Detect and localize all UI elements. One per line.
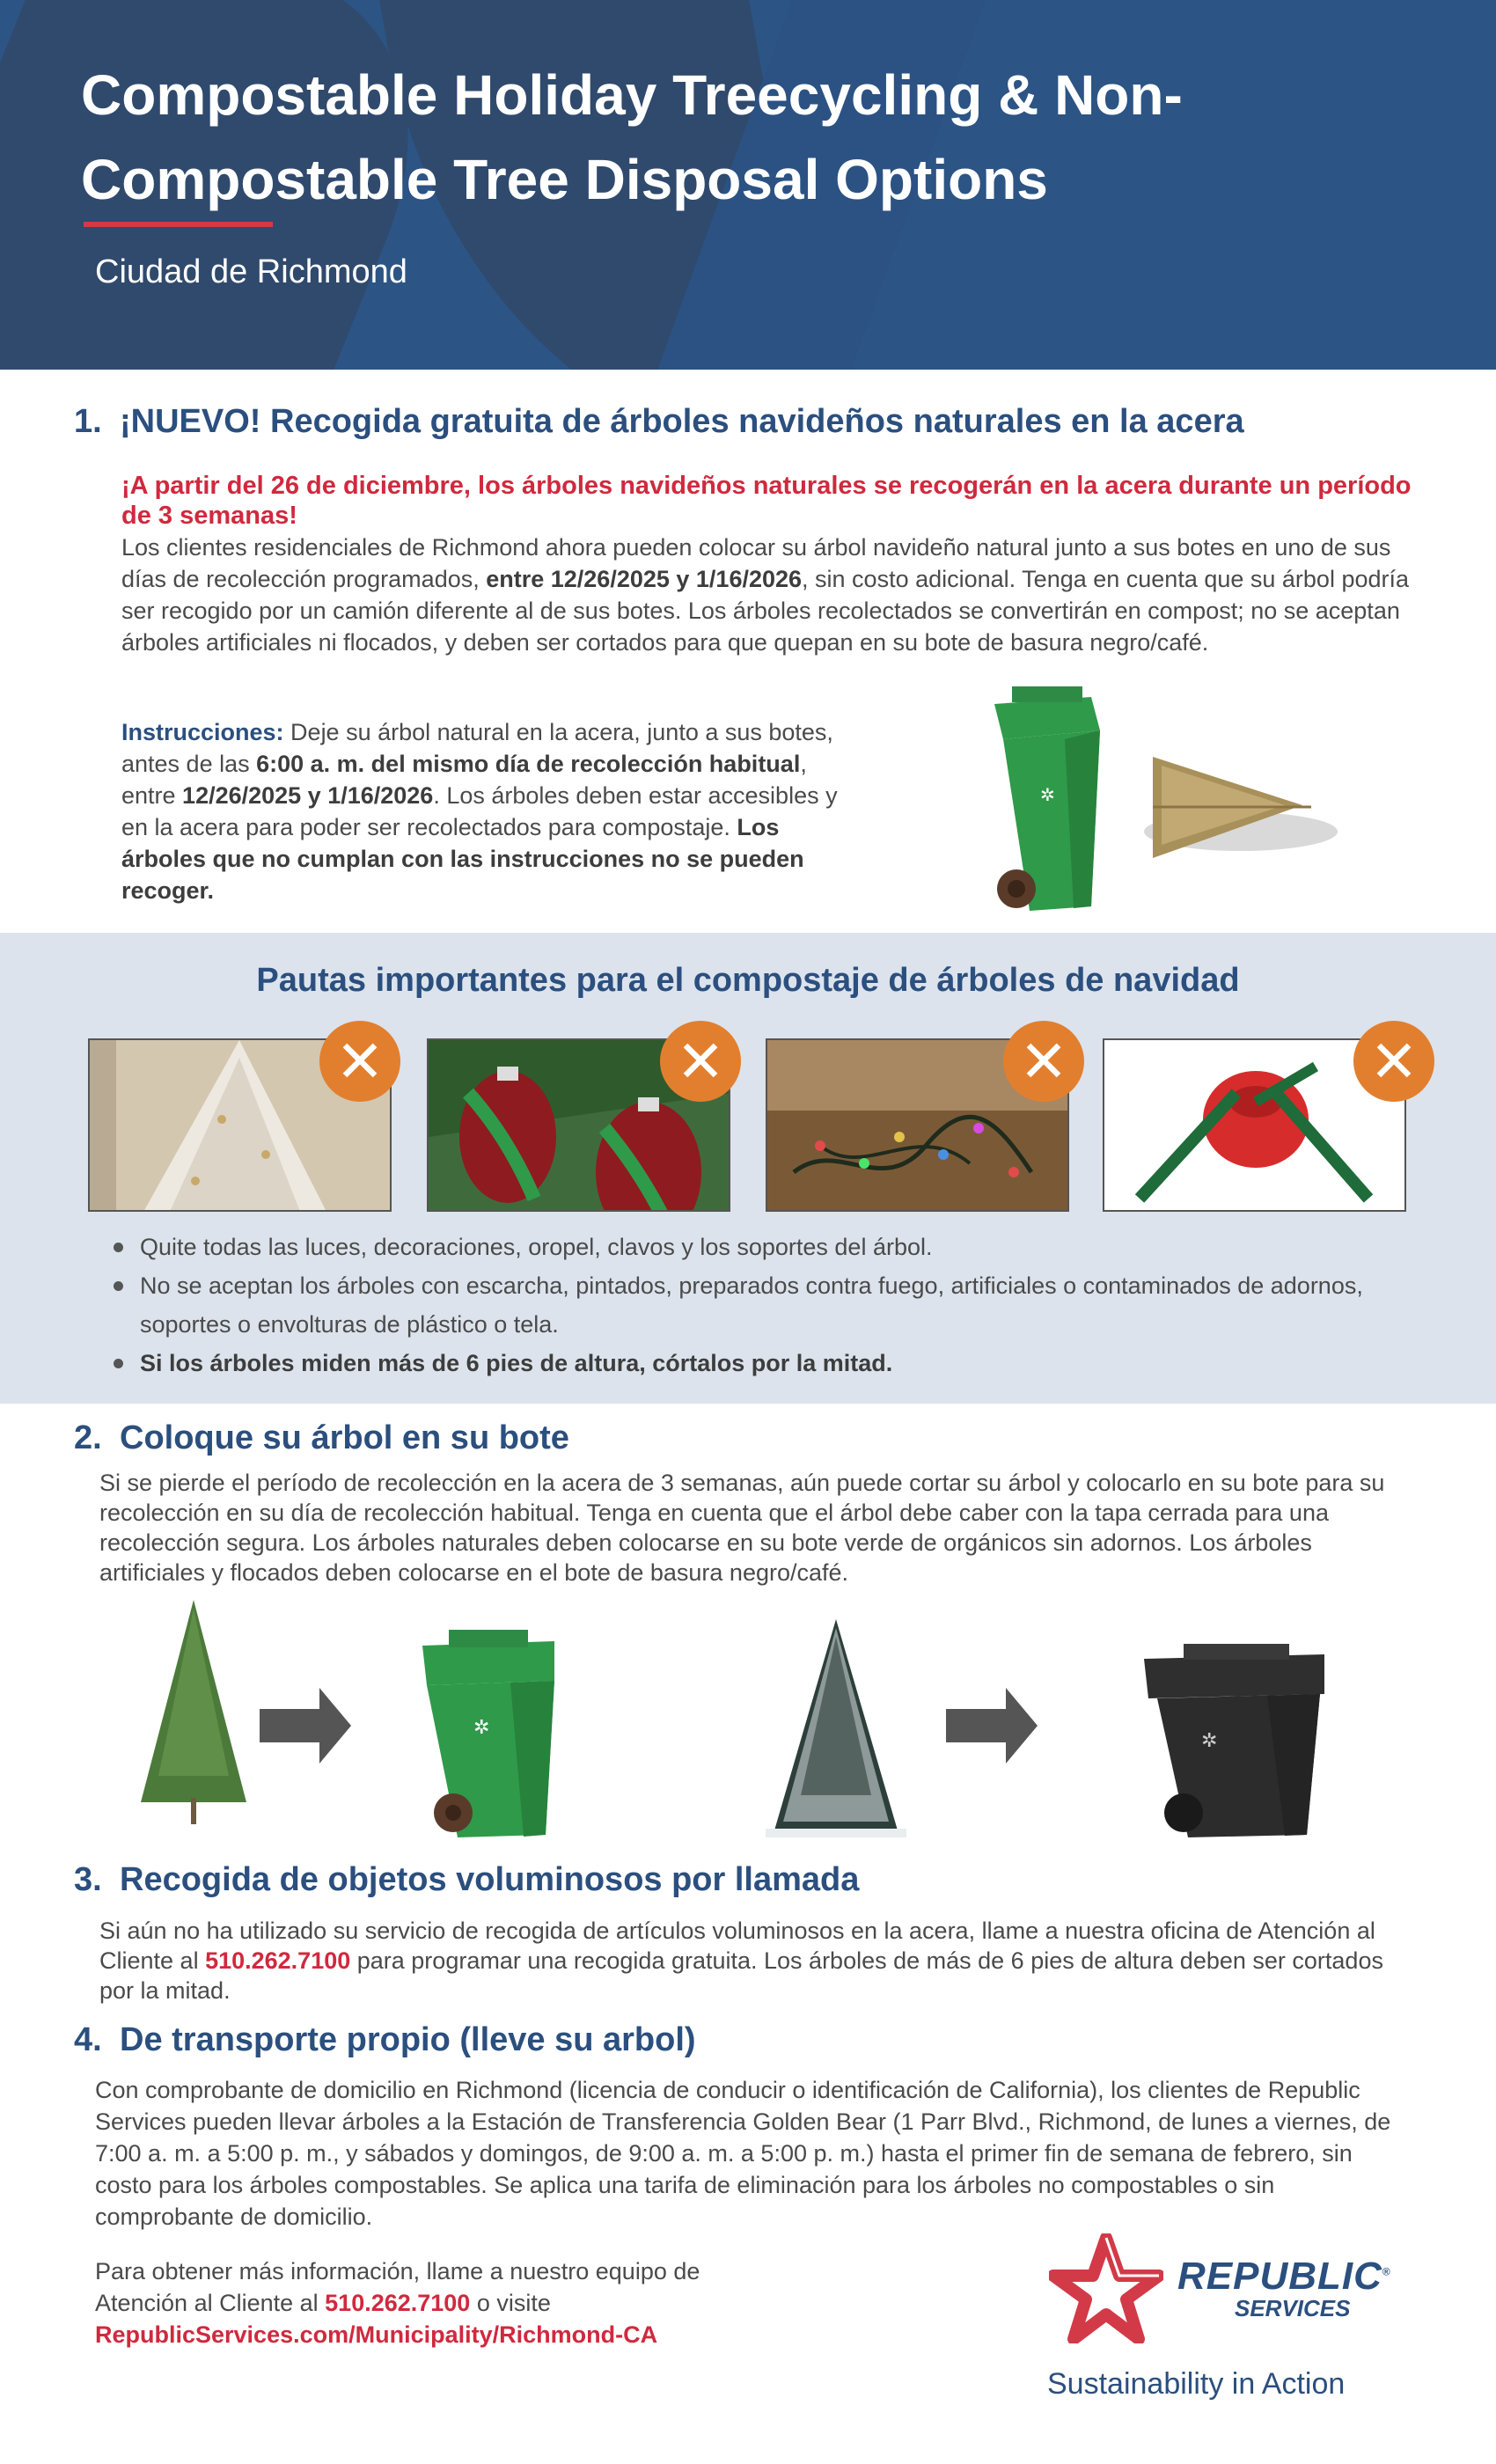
section-1-heading: 1. ¡NUEVO! Recogida gratuita de árboles navideños naturales en la acera bbox=[74, 403, 1244, 440]
logo-wordmark: REPUBLIC® bbox=[1177, 2255, 1391, 2298]
guidelines-list bbox=[110, 1228, 1412, 1382]
footer-contact-info: Para obtener más información, llame a nuestro equipo de Atención al Cliente al 510.262.7100 o visite RepublicServices.com/Municipality/Richmond-CA bbox=[95, 2258, 700, 2348]
section-4-heading: 4. De transporte propio (lleve su arbol) bbox=[74, 2021, 696, 2058]
section-3-heading: 3. Recogida de objetos voluminosos por llamada bbox=[74, 1861, 860, 1898]
section-4-paragraph: Con comprobante de domicilio en Richmond (licencia de conducir o identificación de California), los clientes de Republic Services pueden llevar árboles a la Estación de Transferencia Golden Bear (1 Parr Blvd., Richmond, de lunes a viernes, de 7:00 a. m. a 5:00 p. m., y sábados y domingos, de 9:00 a. m. a 5:00 p. m.) hasta el primer fin de semana de febrero, sin costo para los árboles compostables. Se aplica una tarifa de eliminación para los árboles no compostables o sin comprobante de domicilio. bbox=[95, 2077, 1391, 2230]
phone-link[interactable]: 510.262.7100 bbox=[325, 2290, 471, 2316]
green-cart-with-tree-image bbox=[977, 678, 1373, 924]
x-badge-icon: ✕ bbox=[1353, 1021, 1434, 1102]
section-2-heading: 2. Coloque su árbol en su bote bbox=[74, 1419, 569, 1456]
section-1-highlight: ¡A partir del 26 de diciembre, los árboles navideños naturales se recogerán en la acera durante un período de 3 semanas! bbox=[121, 472, 1412, 530]
black-cart-image bbox=[1135, 1628, 1338, 1839]
republic-star-logo-icon bbox=[1049, 2233, 1163, 2343]
section-1-paragraph: Los clientes residenciales de Richmond ahora pueden colocar su árbol navideño natural junto a sus botes en uno de sus días de recolección programados, entre 12/26/2025 y 1/16/2026, sin costo adicional. Tenga en cuenta que su árbol podría ser recogido por un camión diferente al de sus botes. Los árboles recolectados se convertirán en compost; no se aceptan árboles artificiales ni flocados, y deben ser cortados para que quepan en su bote de basura negro/café. bbox=[121, 534, 1410, 656]
title-divider bbox=[84, 222, 273, 227]
guidelines-title: Pautas importantes para el compostaje de árboles de navidad bbox=[256, 962, 1240, 999]
natural-tree-image bbox=[123, 1600, 264, 1829]
page-title: Compostable Holiday Treecycling & Non- Compostable Tree Disposal Options bbox=[81, 63, 1183, 211]
list-item: Si los árboles miden más de 6 pies de altura, córtalos por la mitad. bbox=[110, 1344, 1412, 1382]
list-item: Quite todas las luces, decoraciones, oropel, clavos y los soportes del árbol. bbox=[110, 1228, 1412, 1266]
svg-text:✲: ✲ bbox=[473, 1716, 490, 1738]
x-badge-icon: ✕ bbox=[1003, 1021, 1084, 1102]
flocked-tree-image bbox=[766, 1619, 906, 1839]
svg-text:✲: ✲ bbox=[1201, 1729, 1218, 1751]
logo-subtitle: SERVICES bbox=[1235, 2295, 1351, 2321]
tagline: Sustainability in Action bbox=[1047, 2367, 1346, 2401]
subtitle-city: Ciudad de Richmond bbox=[95, 253, 407, 290]
x-badge-icon: ✕ bbox=[660, 1021, 741, 1102]
section-1-instructions: Instrucciones: Deje su árbol natural en la acera, junto a sus botes, antes de las 6:00 a. m. del mismo día de recolección habitual, entre 12/26/2025 y 1/16/2026. Los árboles deben estar accesibles y en la acera para poder ser recolectados para compostaje. Los árboles que no cumplan con las instrucciones no se pueden recoger. bbox=[121, 719, 838, 904]
section-3-paragraph: Si aún no ha utilizado su servicio de recogida de artículos voluminosos en la acera, llame a nuestra oficina de Atención al Cliente al 510.262.7100 para programar una recogida gratuita. Los árboles de más de 6 pies de altura deben ser cortados por la mitad. bbox=[99, 1918, 1383, 2004]
section-2-paragraph: Si se pierde el período de recolección en la acera de 3 semanas, aún puede cortar su árbol y colocarlo en su bote para su recolección en su día de recolección habitual. Tenga en cuenta que el árbol debe caber con la tapa cerrada para una recolección segura. Los árboles naturales deben colocarse en su bote verde de orgánicos sin adornos. Los árboles artificiales y flocados deben colocarse en el bote de basura negro/café. bbox=[99, 1470, 1385, 1586]
x-badge-icon: ✕ bbox=[319, 1021, 400, 1102]
phone-link[interactable]: 510.262.7100 bbox=[205, 1947, 351, 1974]
list-item: No se aceptan los árboles con escarcha, pintados, preparados contra fuego, artificiales o contaminados de adornos, soportes o envolturas de plástico o tela. bbox=[110, 1266, 1412, 1344]
svg-text:✲: ✲ bbox=[1040, 786, 1055, 805]
website-link[interactable]: RepublicServices.com/Municipality/Richmond-CA bbox=[95, 2321, 658, 2348]
green-cart-image bbox=[414, 1619, 563, 1839]
